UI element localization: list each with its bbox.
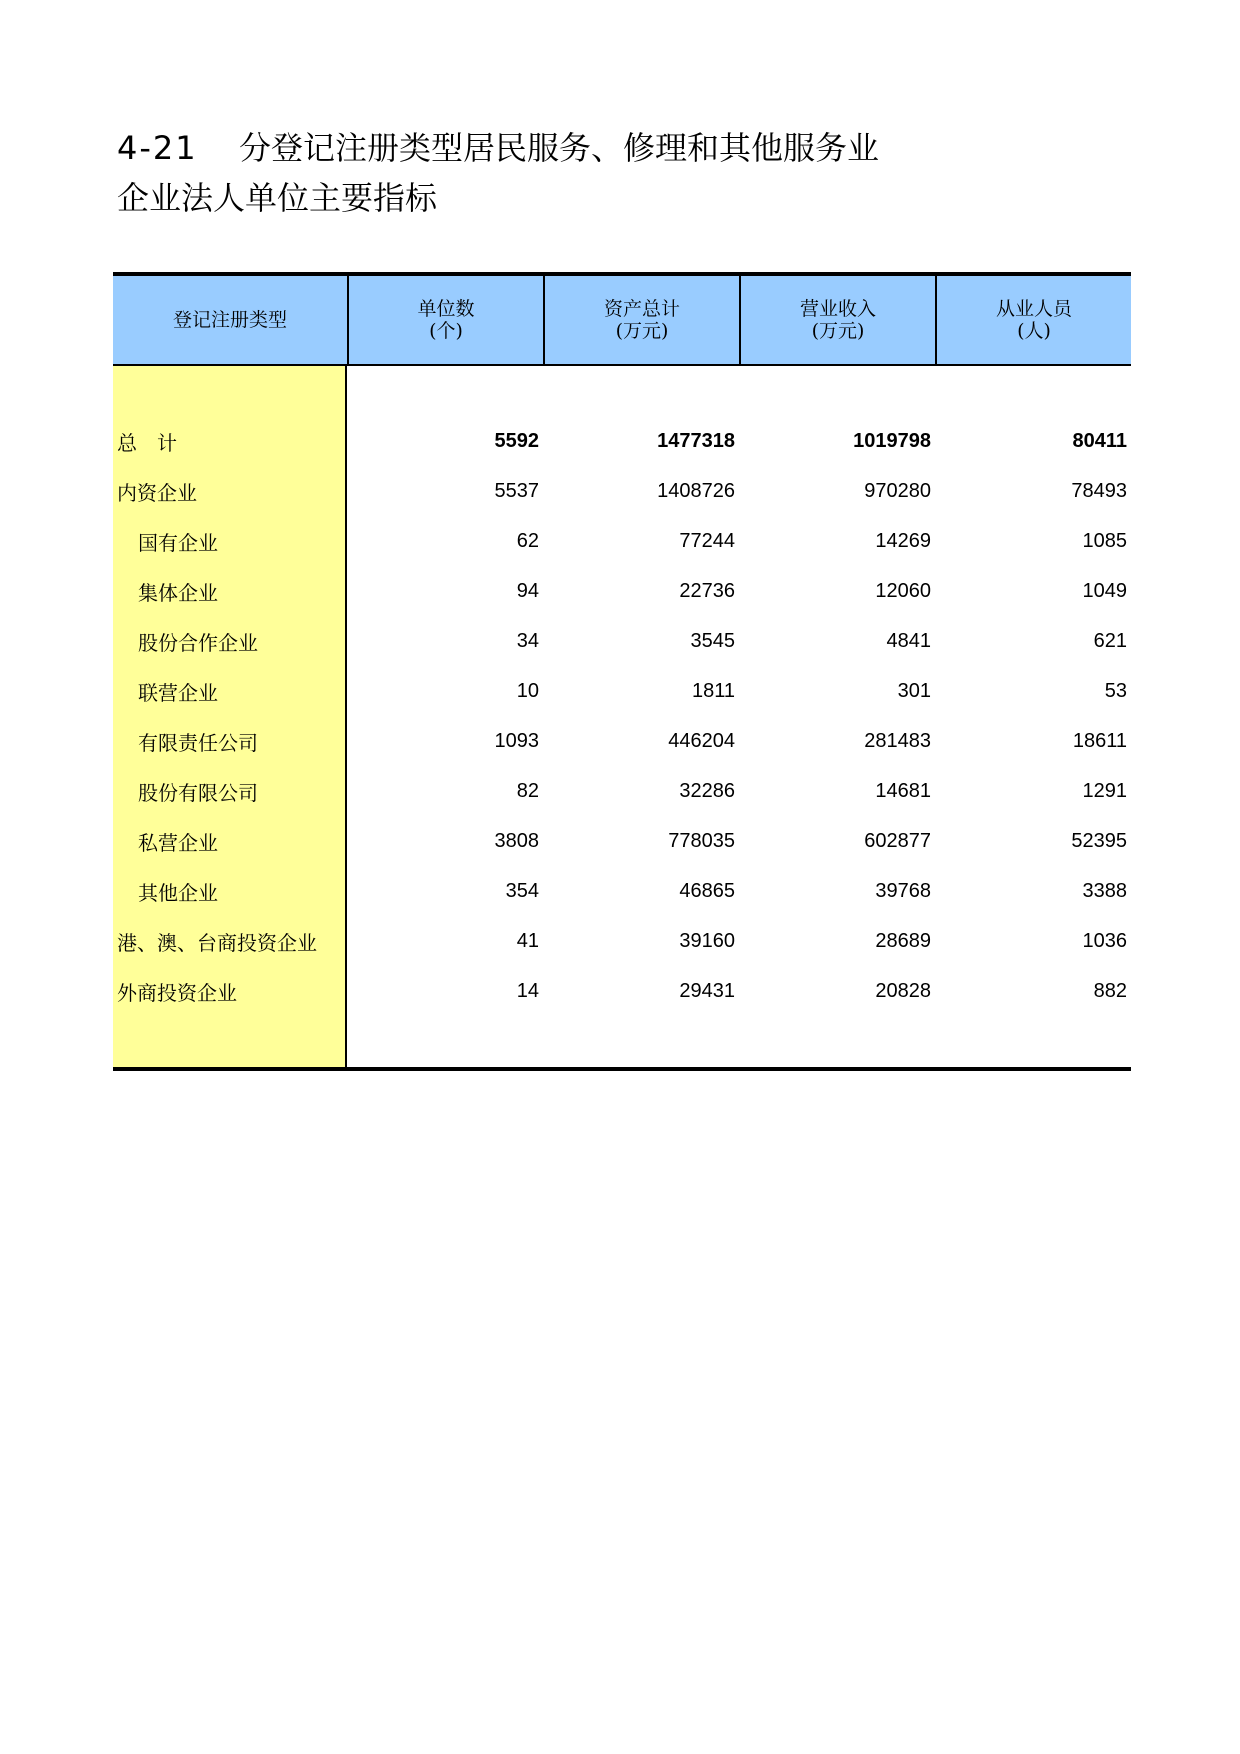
- cell-operating-revenue: 970280: [864, 479, 931, 502]
- cell-unit-count: 5537: [494, 479, 539, 502]
- table-header: [113, 276, 1131, 366]
- cell-total-assets: 1811: [691, 679, 735, 702]
- header-unit: (万元): [811, 320, 865, 342]
- cell-operating-revenue: 14681: [875, 779, 931, 802]
- cell-employees: 80411: [1072, 429, 1127, 452]
- row-label: 内资企业: [117, 480, 197, 505]
- table-row: [113, 766, 1131, 816]
- cell-unit-count: 41: [516, 929, 539, 952]
- cell-unit-count: 14: [516, 979, 539, 1002]
- header-label: 从业人员: [995, 298, 1072, 320]
- cell-operating-revenue: 301: [897, 679, 931, 702]
- cell-employees: 621: [1093, 629, 1127, 652]
- cell-employees: 3388: [1082, 879, 1127, 902]
- cell-unit-count: 10: [516, 679, 539, 702]
- cell-employees: 1085: [1082, 529, 1127, 552]
- header-total-assets: [543, 276, 739, 364]
- cell-employees: 78493: [1071, 479, 1127, 502]
- cell-total-assets: 1408726: [657, 479, 735, 502]
- header-label: 登记注册类型: [172, 309, 287, 331]
- header-label: 资产总计: [603, 298, 680, 320]
- cell-operating-revenue: 4841: [886, 629, 931, 652]
- header-unit: (万元): [615, 320, 669, 342]
- table-row: [113, 916, 1131, 966]
- cell-total-assets: 29431: [679, 979, 735, 1002]
- cell-total-assets: 77244: [679, 529, 735, 552]
- table-row: [113, 616, 1131, 666]
- cell-unit-count: 34: [516, 629, 539, 652]
- table-row: [113, 966, 1131, 1016]
- cell-total-assets: 1477318: [657, 429, 735, 452]
- table-row: [113, 516, 1131, 566]
- table-row: [113, 716, 1131, 766]
- table-row: [113, 566, 1131, 616]
- header-registration-type: [113, 276, 347, 364]
- cell-total-assets: 39160: [679, 929, 735, 952]
- cell-operating-revenue: 28689: [875, 929, 931, 952]
- table-row: [113, 466, 1131, 516]
- table-row: [113, 866, 1131, 916]
- cell-unit-count: 5592: [494, 429, 539, 452]
- data-table: [113, 272, 1131, 1071]
- row-label: 总 计: [117, 430, 177, 455]
- cell-total-assets: 3545: [690, 629, 735, 652]
- header-unit: (个): [429, 320, 463, 342]
- row-label: 外商投资企业: [117, 980, 237, 1005]
- table-row: [113, 816, 1131, 866]
- cell-operating-revenue: 602877: [864, 829, 931, 852]
- page-title-line2: 企业法人单位主要指标: [117, 179, 438, 217]
- header-label: 营业收入: [799, 298, 876, 320]
- cell-operating-revenue: 281483: [864, 729, 931, 752]
- row-label: 有限责任公司: [138, 730, 258, 755]
- row-label: 其他企业: [138, 880, 218, 905]
- cell-employees: 1291: [1082, 779, 1127, 802]
- cell-total-assets: 46865: [679, 879, 735, 902]
- table-row: [113, 666, 1131, 716]
- cell-unit-count: 1093: [494, 729, 539, 752]
- page-title-line1: [117, 128, 879, 168]
- table-bottom-rule: [113, 1067, 1131, 1071]
- cell-employees: 53: [1104, 679, 1127, 702]
- cell-unit-count: 354: [505, 879, 539, 902]
- row-label: 集体企业: [138, 580, 218, 605]
- cell-operating-revenue: 14269: [875, 529, 931, 552]
- cell-operating-revenue: 20828: [875, 979, 931, 1002]
- header-unit-count: [347, 276, 543, 364]
- header-label: 单位数: [417, 298, 475, 320]
- cell-employees: 1049: [1082, 579, 1127, 602]
- row-label: 联营企业: [138, 680, 218, 705]
- header-operating-revenue: [739, 276, 935, 364]
- cell-operating-revenue: 12060: [875, 579, 931, 602]
- table-row-total: [113, 416, 1131, 466]
- title-text-line1: 分登记注册类型居民服务、修理和其他服务业: [239, 129, 880, 167]
- header-employees: [935, 276, 1131, 364]
- cell-employees: 882: [1093, 979, 1127, 1002]
- cell-unit-count: 3808: [494, 829, 539, 852]
- cell-employees: 1036: [1082, 929, 1127, 952]
- cell-operating-revenue: 39768: [875, 879, 931, 902]
- cell-unit-count: 82: [516, 779, 539, 802]
- cell-employees: 18611: [1072, 729, 1127, 752]
- table-number: 4-21: [117, 129, 198, 167]
- cell-operating-revenue: 1019798: [853, 429, 931, 452]
- cell-total-assets: 446204: [668, 729, 735, 752]
- cell-total-assets: 778035: [668, 829, 735, 852]
- cell-total-assets: 32286: [679, 779, 735, 802]
- cell-employees: 52395: [1071, 829, 1127, 852]
- cell-unit-count: 62: [516, 529, 539, 552]
- row-label: 港、澳、台商投资企业: [117, 930, 317, 955]
- row-label: 国有企业: [138, 530, 218, 555]
- cell-unit-count: 94: [516, 579, 539, 602]
- header-unit: (人): [1017, 320, 1051, 342]
- cell-total-assets: 22736: [679, 579, 735, 602]
- row-label: 股份有限公司: [138, 780, 258, 805]
- row-label: 私营企业: [138, 830, 218, 855]
- row-label: 股份合作企业: [138, 630, 258, 655]
